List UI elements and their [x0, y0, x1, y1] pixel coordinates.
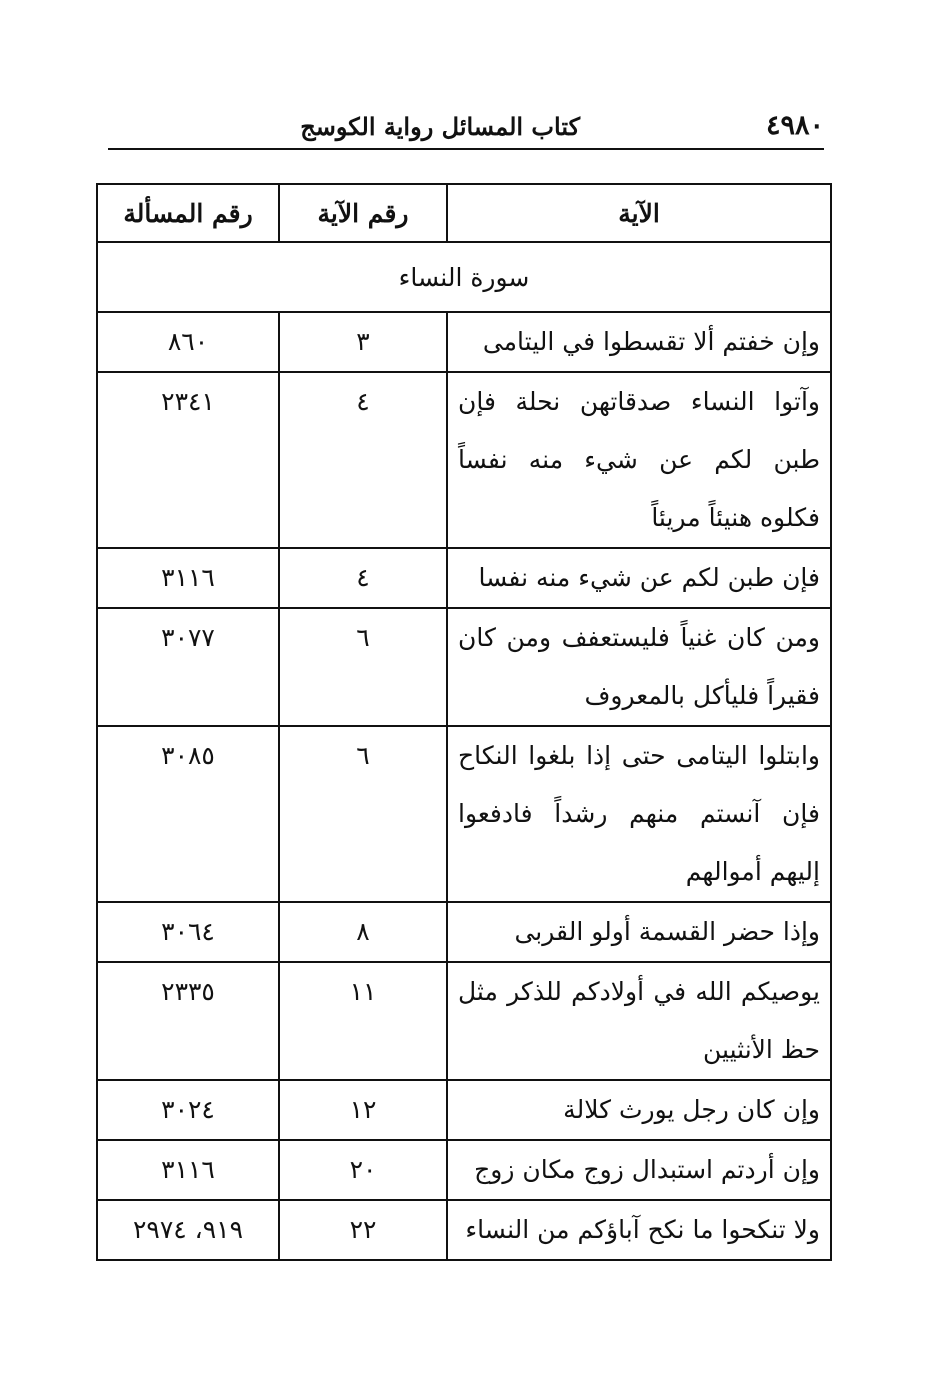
book-title: كتاب المسائل رواية الكوسج — [300, 112, 580, 141]
issue-number: ٣٠٧٧ — [97, 608, 279, 726]
table-row — [97, 1140, 831, 1200]
verse-index-table — [96, 183, 832, 1261]
table-row — [97, 726, 831, 902]
surah-title: سورة النساء — [97, 242, 831, 312]
verse-number: ١٢ — [279, 1080, 447, 1140]
table-row — [97, 372, 831, 548]
issue-number: ٢٣٣٥ — [97, 962, 279, 1080]
verse-text: وآتوا النساء صدقاتهن نحلة فإن طبن لكم عن شيء منه نفساً فكلوه هنيئاً مريئاً — [447, 372, 831, 548]
column-header-verse: الآية — [447, 184, 831, 242]
issue-number: ٣٠٢٤ — [97, 1080, 279, 1140]
table-row — [97, 902, 831, 962]
issue-number: ٣٠٨٥ — [97, 726, 279, 902]
verse-text: وإذا حضر القسمة أولو القربى — [447, 902, 831, 962]
table-row — [97, 548, 831, 608]
issue-number: ٣١١٦ — [97, 548, 279, 608]
issue-number: ٣١١٦ — [97, 1140, 279, 1200]
verse-text: ولا تنكحوا ما نكح آباؤكم من النساء — [447, 1200, 831, 1260]
table-row — [97, 1200, 831, 1260]
issue-number: ٩١٩، ٢٩٧٤ — [97, 1200, 279, 1260]
table-row — [97, 608, 831, 726]
column-header-issue-number: رقم المسألة — [97, 184, 279, 242]
verse-text: وابتلوا اليتامى حتى إذا بلغوا النكاح فإن آنستم منهم رشداً فادفعوا إليهم أموالهم — [447, 726, 831, 902]
verse-text: يوصيكم الله في أولادكم للذكر مثل حظ الأنثيين — [447, 962, 831, 1080]
verse-number: ٦ — [279, 726, 447, 902]
verse-text: وإن كان رجل يورث كلالة — [447, 1080, 831, 1140]
table-header-row — [97, 184, 831, 242]
verse-text: وإن خفتم ألا تقسطوا في اليتامى — [447, 312, 831, 372]
column-header-verse-number: رقم الآية — [279, 184, 447, 242]
verse-number: ٤ — [279, 548, 447, 608]
verse-number: ١١ — [279, 962, 447, 1080]
verse-number: ٢٠ — [279, 1140, 447, 1200]
verse-number: ٦ — [279, 608, 447, 726]
verse-number: ٤ — [279, 372, 447, 548]
verse-text: وإن أردتم استبدال زوج مكان زوج — [447, 1140, 831, 1200]
verse-number: ٨ — [279, 902, 447, 962]
page-header — [108, 108, 824, 150]
issue-number: ٣٠٦٤ — [97, 902, 279, 962]
page-number: ٤٩٨٠ — [765, 110, 824, 141]
verse-number: ٢٢ — [279, 1200, 447, 1260]
table-row — [97, 312, 831, 372]
verse-number: ٣ — [279, 312, 447, 372]
table-row — [97, 962, 831, 1080]
verse-text: فإن طبن لكم عن شيء منه نفسا — [447, 548, 831, 608]
surah-row — [97, 242, 831, 312]
issue-number: ٢٣٤١ — [97, 372, 279, 548]
table-row — [97, 1080, 831, 1140]
verse-text: ومن كان غنياً فليستعفف ومن كان فقيراً فليأكل بالمعروف — [447, 608, 831, 726]
issue-number: ٨٦٠ — [97, 312, 279, 372]
